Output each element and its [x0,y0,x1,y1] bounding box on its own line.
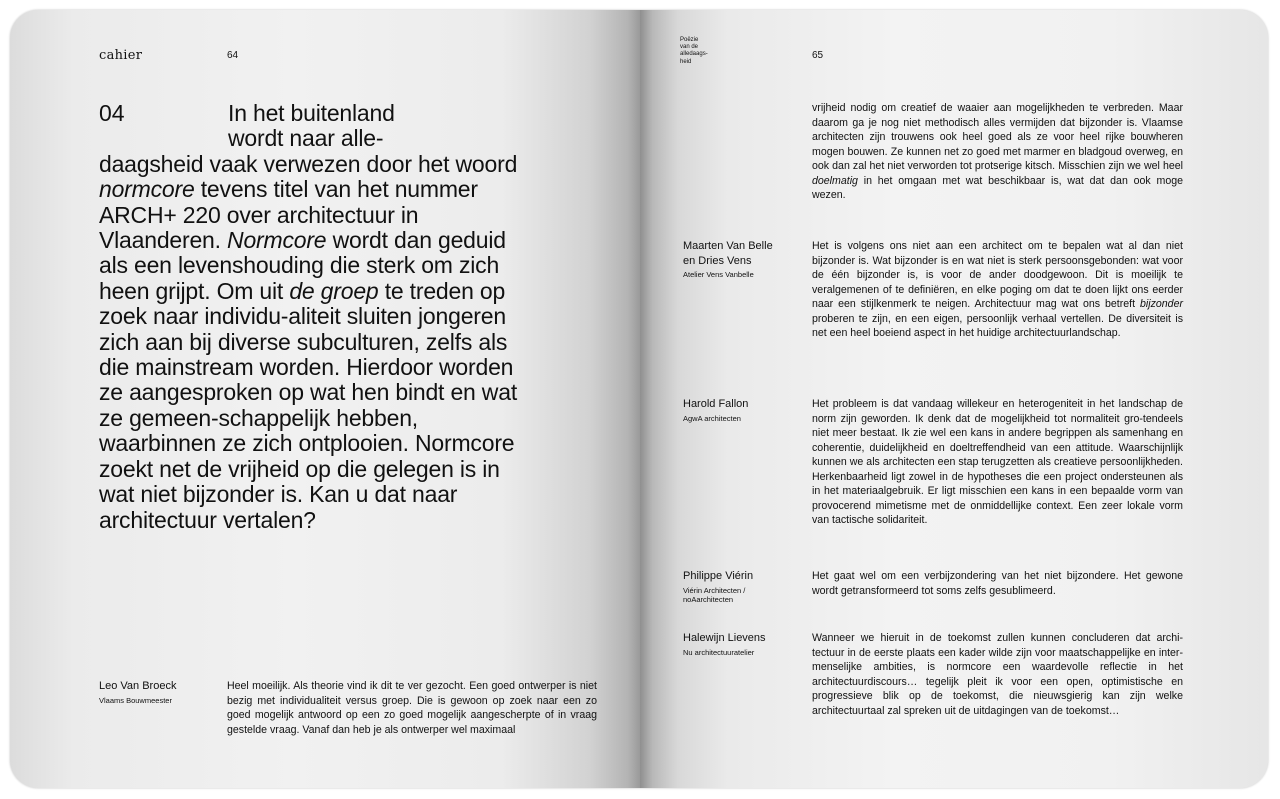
question-line-2: wordt naar alle- [228,125,384,152]
speaker-block [683,631,808,657]
question-part-c: wordt dan geduid als een levenshouding die sterk om zich heen grijpt. Om uit [99,227,506,304]
question-part-a: daagsheid vaak verwezen door het woord [99,150,518,177]
speaker-organisation: Nu architectuuratelier [683,647,755,657]
continuation-part-b: in het omgaan met wat beschikbaar is, wat dat dan ook moge wezen. [812,174,1183,201]
continuation-emphasis: doelmatig [812,174,858,187]
speaker-name: Philippe Viérin [683,570,754,582]
section-label-line: Poëzie [680,37,699,43]
answer-part-b: proberen te zijn, en een eigen, persoonlijk verhaal vertellen. De diversiteit is net een heel boeiend aspect in het huidige architectuurlandschap. [812,312,1183,339]
book-spread [10,10,1268,788]
section-label [680,37,740,66]
right-page [640,10,1268,788]
speaker-organisation: Atelier Vens Vanbelle [683,270,754,279]
speaker-block [99,679,219,705]
speaker-organisation: noAarchitecten [683,595,734,604]
section-label-line: alledaags- [680,51,708,58]
speaker-name: en Dries Vens [683,254,752,267]
answer-text: Wanneer we hieruit in de toekomst zullen kunnen concluderen dat archi-tectuur in de eerste plaats een kader wilde zijn voor maatschappelijke en inter-menselijke ambities, is normcore een waardevolle reflectie in het architectuurdiscours… tegelijk pleit ik voor een open, optimistische en progressieve blik op de toekomst, die nieuwsgierig kan zijn welke architectuurtaal zal spreken uit de uitdagingen van de toekomst… [812,632,1183,717]
speaker-name: Harold Fallon [683,398,749,410]
question-part-b: tevens titel van het nummer ARCH+ 220 over architectuur in Vlaanderen. [99,176,478,254]
question-text [99,101,529,533]
question-emphasis-1: normcore [99,176,195,203]
question-number: 04 [99,100,125,126]
answer-text: Heel moeilijk. Als theorie vind ik dit te ver gezocht. Een goed ontwerper is niet bezig met individualiteit versus groep. Die is gewoon op zoek naar een zo goed mogelijk antwoord op een zo goed mogelijk aangescherpte of in vraag gestelde vraag. Vanaf dan heb je als ontwerper wel maximaal [227,680,597,736]
speaker-block [683,239,808,280]
answer-text: Het probleem is dat vandaag willekeur en heterogeniteit in het landschap de norm zijn geworden. Ik denk dat de mogelijkheid tot normaliteit gro-tendeels niet meer bestaat. Ik zie wel een kans in andere begrippen als samenhang en coherentie, duidelijkheid en doeltreffendheid van een attitude. Waarschijnlijk kunnen we als architecten een stap terugzetten als creatieve persoonlijkheden. Herkenbaarheid ligt zowel in de hypotheses die een project ondersteunen als in het materiaalgebruik. Er ligt misschien een kans in een bepaalde vorm van provocerend mimetisme met de onmiddellijke context. Een zeer lokale vorm van tactische solidariteit. [812,398,1183,526]
answer-text: Het gaat wel om een verbijzondering van het niet bijzondere. Het gewone wordt getransformeerd tot soms zelfs gesublimeerd. [812,570,1183,597]
running-header: cahier [99,48,143,63]
speaker-name: Halewijn Lievens [683,632,766,644]
answer-part-a: Het is volgens ons niet aan een architect om te bepalen wat al dan niet bijzonder is. Wat bijzonder is en wat niet is sterk persoonsgebonden: wat voor de één bijzonder is, is voor de ander doodgewoon. Dit is moeilijk te veralgemenen of te definiëren, en elke poging om dat te doen lijkt ons eerder naar een stijlkenmerk te neigen. Architectuur mag wat ons betreft [812,240,1183,310]
continuation-text [812,101,1183,203]
section-label-line: van de [680,44,699,51]
speaker-name: Maarten Van Belle [683,240,773,252]
left-page [10,10,640,788]
page-number: 64 [227,50,239,61]
speaker-organisation: AgwA architecten [683,413,741,423]
speaker-organisation: Vlaams Bouwmeester [99,695,172,705]
speaker-block [683,569,808,605]
speaker-block [683,397,808,423]
speaker-name: Leo Van Broeck [99,680,177,692]
question-emphasis-2: Normcore [227,227,327,254]
speaker-organisation: Viérin Architecten / [683,585,746,595]
answer-text [812,239,1183,341]
answer-emphasis: bijzonder [1140,298,1183,310]
question-line-1: In het buitenland [228,100,395,126]
question-emphasis-3: de groep [289,277,379,304]
page-number: 65 [812,50,824,61]
section-label-line: heid [680,58,692,65]
question-part-d: te treden op zoek naar individu-aliteit sluiten jongeren zich aan bij diverse subculturen, zelfs als die mainstream worden. Hierdoor worden ze aangesproken op wat hen bindt en wat ze gemeen-schappelijk hebben, waarbinnen ze zich ontplooien. Normcore zoekt net de vrijheid op die gelegen is in wat niet bijzonder is. Kan u dat naar architectuur vertalen? [99,277,518,533]
continuation-part-a: vrijheid nodig om creatief de waaier aan mogelijkheden te verbreden. Maar daarom ga je nog niet methodisch alles vermijden dat bijzonder is. Vlaamse architecten zijn trouwens ook heel goed als ze voor heel rijke bouwheren mogen bouwen. Ze kunnen net zo goed met marmer en bladgoud overweg, en ook dan zal het niet verworden tot protserige kitsch. Misschien zijn we wel heel [812,102,1183,172]
